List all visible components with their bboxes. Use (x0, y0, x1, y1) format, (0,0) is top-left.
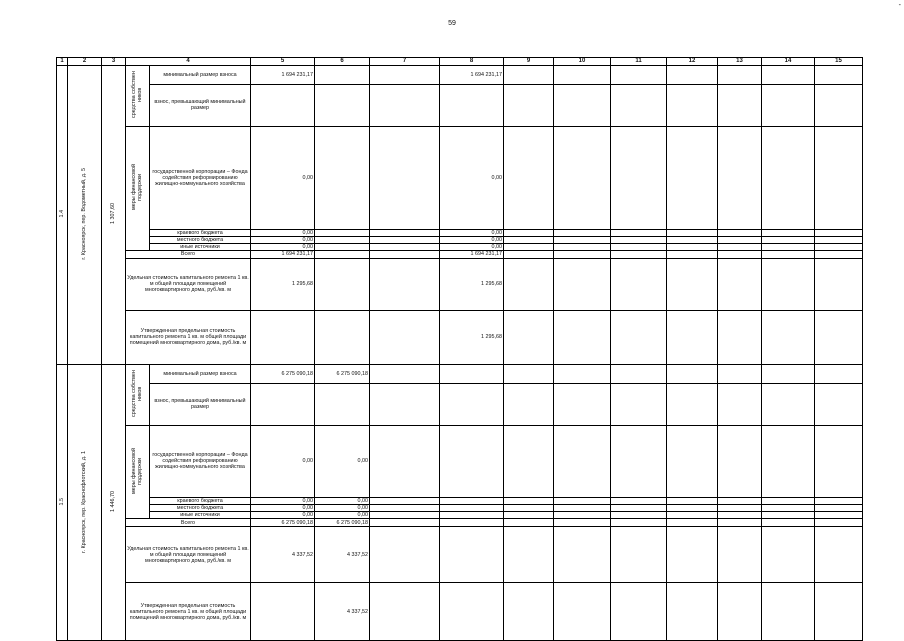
value-cell (815, 512, 863, 519)
table-row (57, 250, 863, 258)
table-row (57, 527, 863, 583)
row-label: взнос, превышающий минимальный размер (150, 383, 251, 425)
support-group-text: меры финансовой поддержки (131, 447, 144, 495)
value-cell (504, 425, 554, 497)
value-cell (440, 425, 504, 497)
value-cell (554, 65, 611, 84)
area-cell (102, 65, 126, 364)
value-cell (370, 236, 440, 243)
value-cell (370, 364, 440, 383)
value-cell (611, 65, 667, 84)
value-cell (611, 505, 667, 512)
value-cell (667, 126, 718, 229)
value-cell (315, 250, 370, 258)
value-cell (718, 505, 762, 512)
value-cell (762, 583, 815, 641)
value-cell (554, 425, 611, 497)
table-row (57, 236, 863, 243)
area-text: 1 446,70 (110, 490, 117, 512)
table-row (57, 425, 863, 497)
value-cell (370, 527, 440, 583)
owners-group-label (126, 65, 150, 126)
row-label: Всего (126, 519, 251, 527)
value-cell: 6 275 090,18 (315, 364, 370, 383)
row-label: минимальный размер взноса (150, 65, 251, 84)
value-cell (762, 519, 815, 527)
value-cell (370, 383, 440, 425)
table-row (57, 229, 863, 236)
value-cell (370, 250, 440, 258)
value-cell (815, 519, 863, 527)
row-label: иные источники (150, 512, 251, 519)
value-cell (815, 497, 863, 504)
table-row (57, 383, 863, 425)
value-cell (667, 383, 718, 425)
value-cell (667, 527, 718, 583)
value-cell (504, 527, 554, 583)
value-cell (718, 519, 762, 527)
col-header: 11 (611, 58, 667, 66)
value-cell (504, 243, 554, 250)
address-cell (68, 364, 102, 640)
value-cell: 1 295,68 (440, 310, 504, 364)
col-header: 9 (504, 58, 554, 66)
value-cell (667, 310, 718, 364)
value-cell (370, 505, 440, 512)
col-header: 14 (762, 58, 815, 66)
value-cell (440, 364, 504, 383)
value-cell (667, 519, 718, 527)
value-cell (667, 364, 718, 383)
value-cell (370, 519, 440, 527)
value-cell (815, 583, 863, 641)
address-text: г. Красноярск, пер. Водометный, д. 5 (81, 167, 88, 260)
value-cell (370, 258, 440, 310)
value-cell (504, 250, 554, 258)
value-cell (667, 229, 718, 236)
value-cell (718, 527, 762, 583)
value-cell (667, 243, 718, 250)
value-cell (315, 258, 370, 310)
value-cell (370, 497, 440, 504)
value-cell (667, 583, 718, 641)
value-cell (718, 65, 762, 84)
value-cell (370, 126, 440, 229)
value-cell (667, 250, 718, 258)
value-cell (554, 519, 611, 527)
row-label: Утвержденная предельная стоимость капитального ремонта 1 кв. м общей площади помещений многоквартирного дома, руб./кв. м (126, 310, 251, 364)
page-number: 59 (448, 20, 456, 27)
value-cell (554, 229, 611, 236)
table-row (57, 497, 863, 504)
value-cell (762, 84, 815, 126)
table-row (57, 65, 863, 84)
value-cell (815, 505, 863, 512)
row-label: Всего (126, 250, 251, 258)
value-cell (718, 583, 762, 641)
value-cell (504, 505, 554, 512)
value-cell (718, 236, 762, 243)
value-cell (611, 258, 667, 310)
value-cell: 1 694 231,17 (440, 250, 504, 258)
value-cell: 0,00 (440, 229, 504, 236)
value-cell (718, 250, 762, 258)
value-cell (370, 229, 440, 236)
address-cell (68, 65, 102, 364)
table-row (57, 583, 863, 641)
value-cell: 4 337,52 (251, 527, 315, 583)
value-cell (370, 84, 440, 126)
value-cell (504, 236, 554, 243)
value-cell: 0,00 (315, 512, 370, 519)
header-row (57, 58, 863, 66)
value-cell: 6 275 090,18 (251, 519, 315, 527)
value-cell (815, 383, 863, 425)
value-cell (504, 229, 554, 236)
value-cell (611, 236, 667, 243)
col-header: 3 (102, 58, 126, 66)
value-cell (251, 383, 315, 425)
value-cell: 0,00 (251, 229, 315, 236)
value-cell: 0,00 (251, 243, 315, 250)
value-cell: 1 694 231,17 (440, 65, 504, 84)
value-cell (611, 84, 667, 126)
value-cell (611, 229, 667, 236)
col-header: 8 (440, 58, 504, 66)
item-number (57, 65, 68, 364)
value-cell (251, 84, 315, 126)
value-cell: 1 295,68 (251, 258, 315, 310)
value-cell (554, 383, 611, 425)
table-row (57, 84, 863, 126)
value-cell (815, 425, 863, 497)
corner-mark: - (898, 2, 901, 9)
row-label: краевого бюджета (150, 497, 251, 504)
value-cell (440, 497, 504, 504)
row-label: взнос, превышающий минимальный размер (150, 84, 251, 126)
value-cell (251, 583, 315, 641)
value-cell (554, 236, 611, 243)
value-cell (762, 258, 815, 310)
value-cell (718, 512, 762, 519)
value-cell (611, 527, 667, 583)
value-cell (611, 364, 667, 383)
value-cell: 1 295,68 (440, 258, 504, 310)
table-row (57, 126, 863, 229)
value-cell (667, 512, 718, 519)
row-label: местного бюджета (150, 236, 251, 243)
value-cell (762, 310, 815, 364)
value-cell (440, 512, 504, 519)
value-cell (611, 497, 667, 504)
row-label: местного бюджета (150, 505, 251, 512)
value-cell (762, 383, 815, 425)
value-cell: 0,00 (315, 425, 370, 497)
value-cell (440, 84, 504, 126)
value-cell (718, 126, 762, 229)
table-row (57, 243, 863, 250)
table-row (57, 258, 863, 310)
table-row (57, 512, 863, 519)
value-cell (611, 250, 667, 258)
value-cell (440, 527, 504, 583)
value-cell (554, 258, 611, 310)
value-cell (504, 519, 554, 527)
value-cell (554, 250, 611, 258)
value-cell (815, 229, 863, 236)
value-cell (611, 425, 667, 497)
value-cell (718, 84, 762, 126)
value-cell (667, 505, 718, 512)
value-cell (762, 250, 815, 258)
value-cell (554, 310, 611, 364)
value-cell (815, 258, 863, 310)
value-cell: 0,00 (251, 236, 315, 243)
value-cell (370, 512, 440, 519)
value-cell (815, 527, 863, 583)
value-cell: 0,00 (440, 126, 504, 229)
value-cell: 0,00 (251, 505, 315, 512)
value-cell (762, 527, 815, 583)
value-cell (667, 497, 718, 504)
value-cell: 0,00 (251, 512, 315, 519)
support-group-text: меры финансовой поддержки (131, 164, 144, 211)
item-number-text: 1.5 (58, 497, 65, 506)
item-number-text: 1.4 (58, 210, 65, 218)
value-cell: 6 275 090,18 (251, 364, 315, 383)
value-cell (815, 84, 863, 126)
value-cell (815, 65, 863, 84)
value-cell (718, 364, 762, 383)
value-cell (718, 258, 762, 310)
owners-group-label (126, 364, 150, 425)
value-cell (667, 236, 718, 243)
value-cell: 1 694 231,17 (251, 65, 315, 84)
col-header: 2 (68, 58, 102, 66)
value-cell (815, 364, 863, 383)
row-label: иные источники (150, 243, 251, 250)
value-cell (554, 583, 611, 641)
value-cell (554, 84, 611, 126)
value-cell (718, 383, 762, 425)
value-cell (762, 126, 815, 229)
value-cell (762, 497, 815, 504)
value-cell (762, 425, 815, 497)
value-cell (718, 425, 762, 497)
value-cell (611, 243, 667, 250)
value-cell (762, 229, 815, 236)
value-cell (611, 383, 667, 425)
value-cell (315, 243, 370, 250)
value-cell (504, 512, 554, 519)
row-label: минимальный размер взноса (150, 364, 251, 383)
value-cell (315, 126, 370, 229)
row-label: Удельная стоимость капитального ремонта 1 кв. м общей площади помещений многоквартирного дома, руб./кв. м (126, 258, 251, 310)
value-cell (370, 243, 440, 250)
col-header: 15 (815, 58, 863, 66)
value-cell (370, 425, 440, 497)
value-cell (504, 84, 554, 126)
value-cell (554, 512, 611, 519)
value-cell (718, 497, 762, 504)
value-cell: 0,00 (251, 425, 315, 497)
value-cell (554, 126, 611, 229)
col-header: 12 (667, 58, 718, 66)
owners-group-text: средства собствен ников (131, 370, 144, 418)
value-cell (554, 505, 611, 512)
value-cell (762, 364, 815, 383)
value-cell (315, 310, 370, 364)
repair-plan-table (56, 57, 863, 641)
support-group-label (126, 425, 150, 518)
value-cell: 0,00 (315, 497, 370, 504)
col-header: 1 (57, 58, 68, 66)
value-cell (315, 84, 370, 126)
address-text: г. Красноярск, пер. Краснофлотский, д. 1 (81, 450, 88, 553)
value-cell (554, 243, 611, 250)
row-label: краевого бюджета (150, 229, 251, 236)
value-cell (504, 126, 554, 229)
area-cell (102, 364, 126, 640)
value-cell (611, 126, 667, 229)
row-label: Утвержденная предельная стоимость капитального ремонта 1 кв. м общей площади помещений многоквартирного дома, руб./кв. м (126, 583, 251, 641)
value-cell (315, 236, 370, 243)
value-cell: 1 694 231,17 (251, 250, 315, 258)
owners-group-text: средства собствен ников (131, 71, 144, 119)
value-cell: 0,00 (440, 236, 504, 243)
value-cell (667, 84, 718, 126)
value-cell (504, 310, 554, 364)
value-cell (370, 583, 440, 641)
value-cell (315, 229, 370, 236)
row-label: государственной корпорации – Фонда содействия реформированию жилищно-коммунального хозяйства (150, 425, 251, 497)
col-header: 7 (370, 58, 440, 66)
value-cell (554, 497, 611, 504)
value-cell (440, 519, 504, 527)
value-cell (504, 583, 554, 641)
value-cell (667, 258, 718, 310)
table-row (57, 505, 863, 512)
value-cell: 0,00 (440, 243, 504, 250)
value-cell (815, 126, 863, 229)
value-cell (718, 310, 762, 364)
value-cell (611, 519, 667, 527)
area-text: 1 307,60 (110, 203, 117, 225)
value-cell (440, 383, 504, 425)
row-label: государственной корпорации – Фонда содействия реформированию жилищно-коммунального хозяйства (150, 126, 251, 229)
col-header: 13 (718, 58, 762, 66)
value-cell (504, 364, 554, 383)
value-cell: 4 337,52 (315, 583, 370, 641)
value-cell (440, 583, 504, 641)
col-header: 10 (554, 58, 611, 66)
value-cell: 6 275 090,18 (315, 519, 370, 527)
value-cell (251, 310, 315, 364)
value-cell (611, 512, 667, 519)
item-number (57, 364, 68, 640)
value-cell (440, 505, 504, 512)
value-cell (762, 243, 815, 250)
value-cell (762, 505, 815, 512)
col-header: 5 (251, 58, 315, 66)
value-cell (718, 243, 762, 250)
support-group-label (126, 126, 150, 250)
table-row (57, 364, 863, 383)
value-cell (762, 512, 815, 519)
value-cell (762, 236, 815, 243)
value-cell: 0,00 (251, 497, 315, 504)
value-cell (554, 364, 611, 383)
value-cell (315, 383, 370, 425)
table-row (57, 310, 863, 364)
value-cell (667, 425, 718, 497)
table-row (57, 519, 863, 527)
value-cell (718, 229, 762, 236)
value-cell (504, 258, 554, 310)
value-cell: 0,00 (315, 505, 370, 512)
value-cell (554, 527, 611, 583)
value-cell (611, 583, 667, 641)
value-cell (815, 243, 863, 250)
value-cell (504, 383, 554, 425)
value-cell (762, 65, 815, 84)
value-cell (370, 65, 440, 84)
row-label: Удельная стоимость капитального ремонта 1 кв. м общей площади помещений многоквартирного дома, руб./кв. м (126, 527, 251, 583)
col-header: 4 (126, 58, 251, 66)
value-cell (815, 236, 863, 243)
value-cell (370, 310, 440, 364)
value-cell (315, 65, 370, 84)
value-cell (815, 250, 863, 258)
value-cell: 0,00 (251, 126, 315, 229)
value-cell (611, 310, 667, 364)
value-cell (667, 65, 718, 84)
value-cell (815, 310, 863, 364)
value-cell (504, 497, 554, 504)
col-header: 6 (315, 58, 370, 66)
value-cell: 4 337,52 (315, 527, 370, 583)
value-cell (504, 65, 554, 84)
